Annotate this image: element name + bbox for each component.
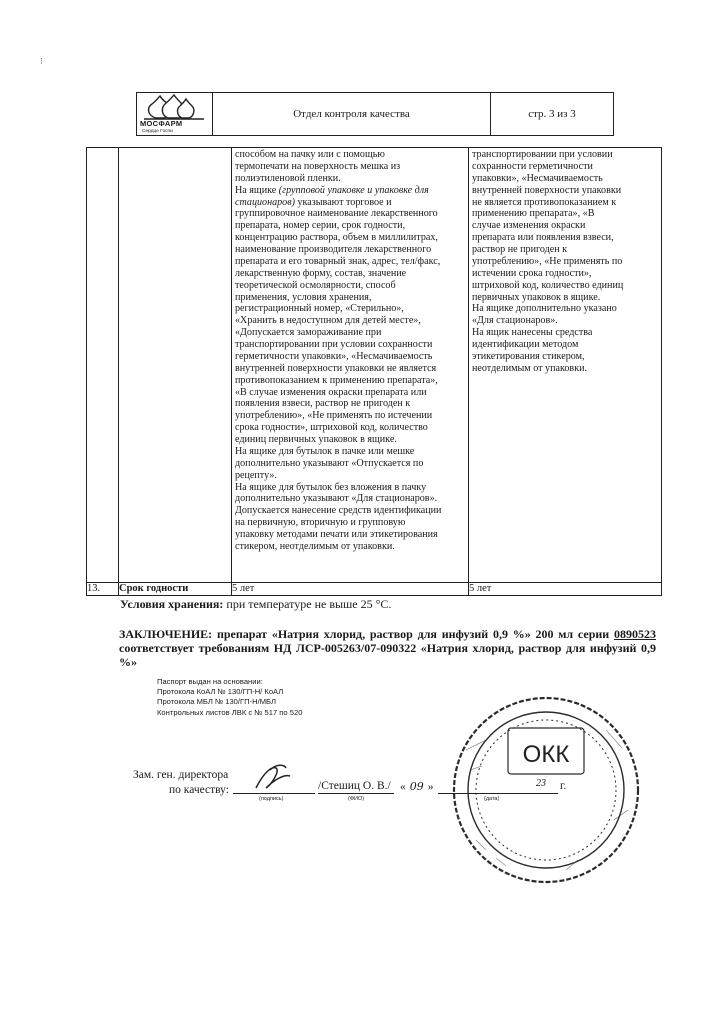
text-line: применению препарата», «В [472,208,595,220]
text-line: препарата, номер серии, срок годности, [235,220,406,232]
text-line: На ящик нанесены средства [472,327,593,339]
page-number: стр. 3 из 3 [528,108,576,120]
text-line: На ящике дополнительно указано [472,303,617,315]
text-line: На ящике для бутылок без вложения в пачку [235,481,427,493]
text-line: стационаров) указывают торговое и [235,196,392,208]
text-line: истечении срока годности», [472,267,592,279]
row-name-cell [119,148,232,583]
basis-line: Протокола МБЛ № 130/ГП-Н/МБЛ [157,697,277,707]
logo-subtitle: Сердце Госпи [142,129,173,134]
text-line: противопоказанием к применению препарата», [235,374,438,386]
storage-text: при температуре не выше 25 °С. [223,597,392,611]
text-line: «Допускается замораживание при [235,327,382,339]
name-line [318,793,394,794]
conclusion-text-1: препарат «Натрия хлорид, раствор для инфузий 0,9 %» 200 мл серии [212,627,614,641]
row-number-cell [87,148,119,583]
text-line: внутренней поверхности упаковки [472,184,622,196]
storage-conditions [120,597,391,612]
text-line: группировочное наименование лекарственного [235,208,438,220]
text-line: На ящике для бутылок в пачке или мешке [235,445,415,457]
signatory-title-line2: по качеству: [169,784,229,796]
text-line: термопечати на поверхность мешка из [235,160,401,172]
handwritten-signature-icon [250,762,300,796]
text-line: этикетирования стикером, [472,350,585,362]
text-line: «Хранить в недоступном для детей месте», [235,315,421,327]
text-line: случае изменения окраски [472,220,586,232]
department-title: Отдел контроля качества [213,93,491,135]
text-line: появления взвеси, раствор не пригоден к [235,398,411,410]
text-line: препарата или появления взвеси, [472,232,614,244]
text-line: регистрационный номер, «Стерильно», [235,303,404,315]
basis-line: Паспорт выдан на основании: [157,677,263,686]
text-line: штриховой код, количество единиц [472,279,624,291]
text-line: раствор не пригоден к [472,244,568,255]
signatory-name: /Стешиц О. В./ [318,780,391,792]
text-line: теоретической осмолярности, способ [235,279,396,291]
text-line: Допускается нанесение средств идентификации [235,505,442,517]
requirement-cell [232,148,469,583]
document-header [136,92,614,136]
fio-hint: (ФИО) [348,796,365,802]
result-cell [469,148,662,583]
text-line: стикером, неотделимым от упаковки. [235,540,395,552]
text-line: транспортировании при условии [472,149,613,160]
margin-mark: ⁝ [40,56,43,66]
text-line: дополнительно указывают «Для стационаров». [235,493,438,505]
text-line: употреблению», «Не применять по [472,255,623,267]
date-line [438,793,558,794]
text-line: рецепту». [235,469,277,481]
row-name-cell: Срок годности [119,583,232,596]
result-text [469,148,661,375]
text-line: способом на пачку или с помощью [235,149,385,160]
text-line: первичных упаковок в ящике. [472,291,601,303]
year-suffix-g: г. [560,780,567,792]
table-row [87,148,662,583]
text-line: не является противопоказанием к [472,196,617,208]
signature-hint: (подпись) [259,796,284,802]
table-row [87,583,662,596]
text-line: «Для стационаров». [472,315,558,327]
signature-block [133,768,229,798]
text-line: лекарственную форму, состав, значение [235,267,407,279]
date-day: 09 [409,780,424,793]
company-logo [137,93,213,135]
date-year: 23 [536,778,546,789]
row-number-cell: 13. [87,583,119,596]
conclusion-label: ЗАКЛЮЧЕНИЕ: [119,627,213,641]
conclusion-text-2: соответствует требованиям НД ЛСР-005263/07-090322 «Натрия хлорид, раствор для инфузий 0,9 %» [119,640,656,669]
logo-domes-icon [142,94,206,122]
date-block: « 09 » [400,780,434,793]
text-line: «В случае изменения окраски препарата или [235,386,427,398]
text-line: единиц первичных упаковок в ящике. [235,434,397,445]
basis-line: Контрольных листов ЛВК с № 517 по 520 [157,707,303,717]
text-line: употреблению», «Не применять по истечении [235,410,433,422]
text-line: транспортировании при условии сохранности [235,339,433,350]
okk-stamp-icon [446,690,646,890]
text-line: дополнительно указывают «Отпускается по [235,457,424,469]
text-line: герметичности упаковки», «Несмачиваемость [235,350,433,362]
passport-basis [157,677,302,718]
text-line: препарата и его товарный знак, адрес, тел/факс, [235,255,441,267]
logo-name: МОСФАРМ [140,119,183,128]
conclusion [119,628,656,669]
storage-label: Условия хранения: [120,597,224,611]
text-line: срока годности», штриховой код, количество [235,422,428,434]
result-cell: 5 лет [469,583,662,596]
requirement-text [232,148,468,553]
text-line: на первичную, вторичную и групповую [235,517,406,529]
text-line: полиэтиленовой пленки. [235,172,341,184]
text-line: упаковки», «Несмачиваемость [472,172,603,184]
signatory-title-line1: Зам. ген. директора [133,769,229,781]
spec-table [86,147,662,596]
text-line: идентификации методом [472,339,579,350]
date-hint: (дата) [484,796,500,802]
batch-number: 0890523 [614,627,656,641]
stamp-text: ОКК [522,741,570,768]
text-line: На ящике (групповой упаковке и упаковке для [235,184,429,196]
requirement-cell: 5 лет [232,583,469,596]
basis-line: Протокола КоАЛ № 130/ГП-Н/ КоАЛ [157,687,284,697]
text-line: упаковку методами печати или этикетирования [235,529,438,540]
text-line: неотделимым от упаковки. [472,362,588,374]
text-line: внутренней поверхности упаковки не является [235,362,437,374]
text-line: наименование производителя лекарственного [235,244,432,255]
text-line: концентрацию раствора, объем в миллилитрах, [235,232,438,244]
text-line: применения, условия хранения, [235,291,372,303]
text-line: сохранности герметичности [472,160,593,172]
